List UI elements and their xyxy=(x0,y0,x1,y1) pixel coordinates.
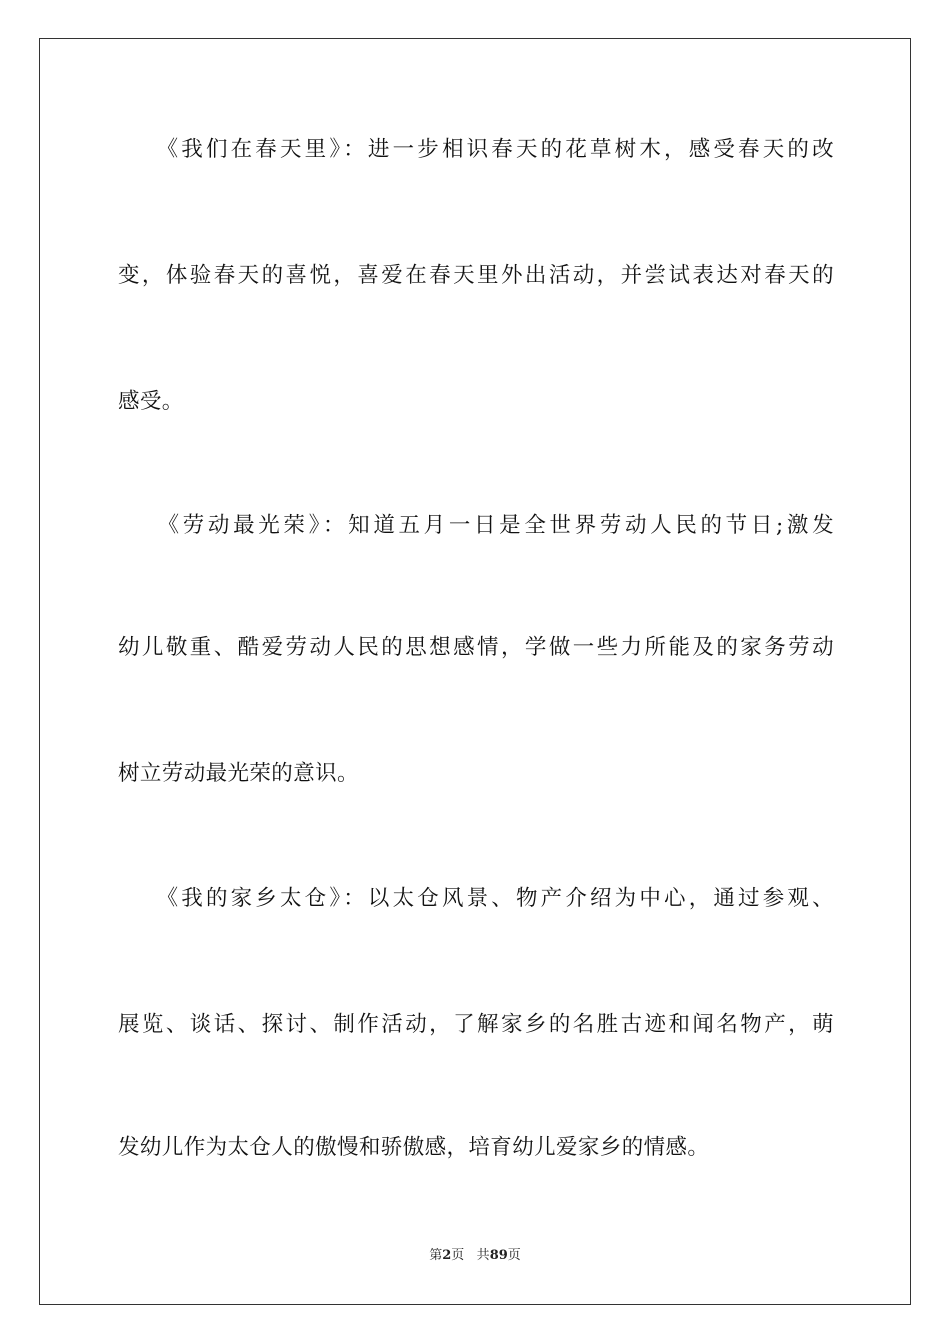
paragraph-3-line-3: 发幼儿作为太仓人的傲慢和骄傲感，培育幼儿爱家乡的情感。 xyxy=(118,1135,710,1160)
paragraph-3-line-2: 展览、谈话、探讨、制作活动，了解家乡的名胜古迹和闻名物产，萌 xyxy=(118,1012,834,1037)
paragraph-2-line-3: 树立劳动最光荣的意识。 xyxy=(118,761,359,786)
footer-total-suffix: 页 xyxy=(507,1248,521,1263)
paragraph-2-line-1: 《劳动最光荣》：知道五月一日是全世界劳动人民的节日;激发 xyxy=(118,513,834,538)
page-border xyxy=(39,38,911,1305)
paragraph-1-line-2: 变，体验春天的喜悦，喜爱在春天里外出活动，并尝试表达对春天的 xyxy=(118,263,834,288)
footer-total-pages: 89 xyxy=(489,1248,508,1263)
footer-page-suffix: 页 xyxy=(451,1248,465,1263)
paragraph-2-line-2: 幼儿敬重、酷爱劳动人民的思想感情，学做一些力所能及的家务劳动 xyxy=(118,635,834,660)
footer-total-prefix: 共 xyxy=(476,1248,490,1263)
paragraph-1-line-1: 《我们在春天里》：进一步相识春天的花草树木，感受春天的改 xyxy=(118,137,834,162)
footer-page-number: 2 xyxy=(442,1248,452,1263)
page-footer xyxy=(0,1247,950,1265)
paragraph-1-line-3: 感受。 xyxy=(118,389,184,414)
paragraph-3-line-1: 《我的家乡太仓》：以太仓风景、物产介绍为中心，通过参观、 xyxy=(118,886,834,911)
footer-page-prefix: 第 xyxy=(429,1248,443,1263)
